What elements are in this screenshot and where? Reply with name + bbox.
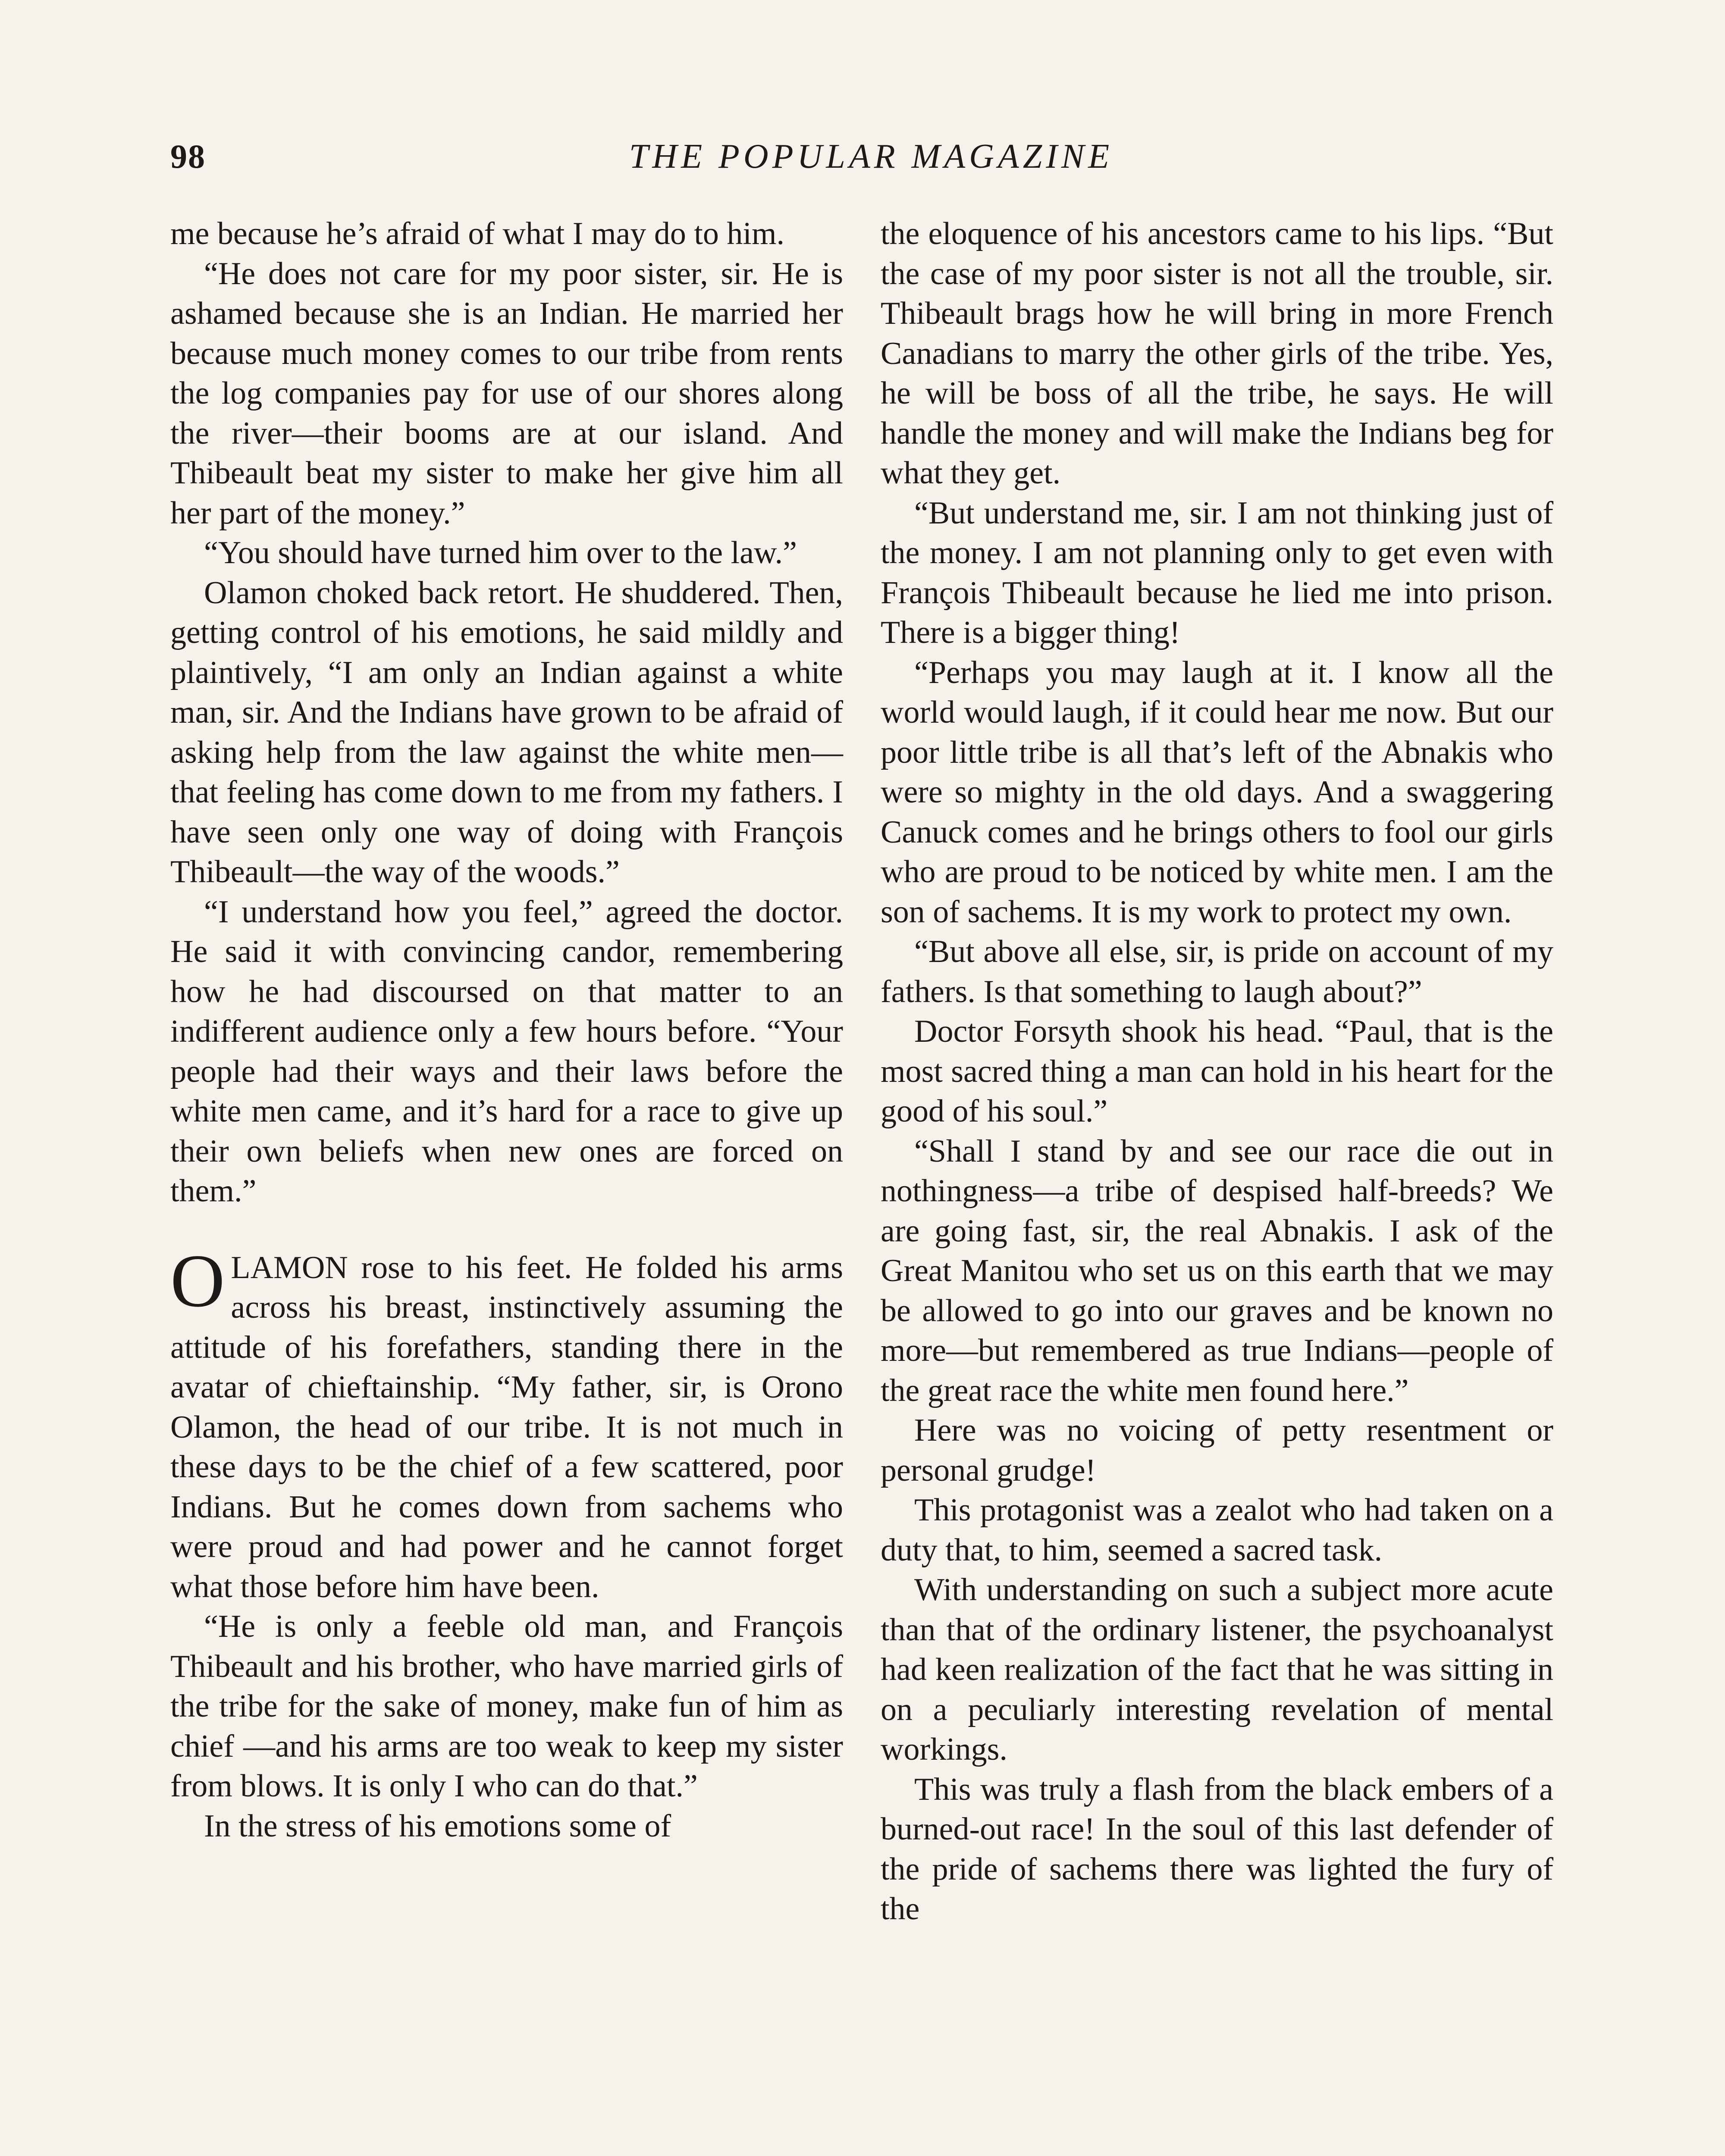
paragraph: “But understand me, sir. I am not thinking just of the money. I am not planning only to get even with François Thibeault because he lied me into prison. There is a bigger thing! [881, 495, 1553, 650]
paragraph: This protagonist was a zealot who had taken on a duty that, to him, seemed a sacred task. [881, 1492, 1553, 1568]
paragraph: “You should have turned him over to the law.” [204, 535, 797, 570]
left-column [170, 214, 843, 1846]
paragraph: Here was no voicing of petty resentment or personal grudge! [881, 1413, 1553, 1488]
paragraph: “I understand how you feel,” agreed the doctor. He said it with convincing candor, remembering how he had discoursed on that matter to an indifferent audience only a few hours before. “Your people had their ways and their laws before the white men came, and it’s hard for a race to give up their own beliefs when new ones are forced on them.” [170, 894, 843, 1209]
paragraph: “Perhaps you may laugh at it. I know all the world would laugh, if it could hear me now. But our poor little tribe is all that’s left of the Abnakis who were so mighty in the old days. And a swaggering Canuck comes and he brings others to fool our girls who are proud to be noticed by white men. I am the son of sachems. It is my work to protect my own. [881, 655, 1553, 930]
paragraph: “Shall I stand by and see our race die out in nothingness—a tribe of despised half-breeds? We are going fast, sir, the real Abnakis. I ask of the Great Manitou who set us on this earth that we may be allowed to go into our graves and be known no more—but remembered as true Indians—people of the great race the white men found here.” [881, 1133, 1553, 1408]
paragraph: “He is only a feeble old man, and François Thibeault and his brother, who have married girls of the tribe for the sake of money, make fun of him as chief —and his arms are too weak to keep my sister from blows. It is only I who can do that.” [170, 1609, 843, 1804]
paragraph: This was truly a flash from the black embers of a burned-out race! In the soul of this last defender of the pride of sachems there was lighted the fury of the [881, 1771, 1553, 1927]
paragraph: “But above all else, sir, is pride on account of my fathers. Is that something to laugh about?” [881, 934, 1553, 1009]
page-header [170, 137, 1572, 189]
paragraph: Doctor Forsyth shook his head. “Paul, that is the most sacred thing a man can hold in his heart for the good of his soul.” [881, 1014, 1553, 1129]
right-column [881, 214, 1553, 1929]
section-lead-paragraph [170, 1238, 843, 1607]
section-lead-text: LAMON rose to his feet. He folded his arms across his breast, instinctively assuming the attitude of his forefathers, standing there in the avatar of chieftainship. “My father, sir, is Orono Olamon, the head of our tribe. It is not much in these days to be the chief of a few scattered, poor Indians. But he comes down from sachems who were proud and had power and he cannot forget what those before him have been. [170, 1250, 843, 1604]
paragraph: In the stress of his emotions some of [204, 1808, 671, 1844]
paragraph: me because he’s afraid of what I may do to him. [170, 216, 785, 251]
running-title: THE POPULAR MAGAZINE [629, 138, 1113, 175]
paragraph: Olamon choked back retort. He shuddered. Then, getting control of his emotions, he said mildly and plaintively, “I am only an Indian against a white man, sir. And the Indians have grown to be afraid of asking help from the law against the white men—that feeling has come down to me from my fathers. I have seen only one way of doing with François Thibeault—the way of the woods.” [170, 575, 843, 890]
paragraph: “He does not care for my poor sister, sir. He is ashamed because she is an Indian. He married her because much money comes to our tribe from rents the log companies pay for use of our shores along the river—their booms are at our island. And Thibeault beat my sister to make her give him all her part of the money.” [170, 256, 843, 531]
paragraph: With understanding on such a subject more acute than that of the ordinary listener, the psychoanalyst had keen realization of the fact that he was sitting in on a peculiarly interesting revelation of mental workings. [881, 1572, 1553, 1767]
page-number: 98 [170, 138, 206, 175]
paragraph: the eloquence of his ancestors came to his lips. “But the case of my poor sister is not all the trouble, sir. Thibeault brags how he will bring in more French Canadians to marry the other girls of the tribe. Yes, he will be boss of all the tribe, he says. He will handle the money and will make the Indians beg for what they get. [881, 216, 1553, 491]
drop-cap: O [170, 1238, 225, 1322]
